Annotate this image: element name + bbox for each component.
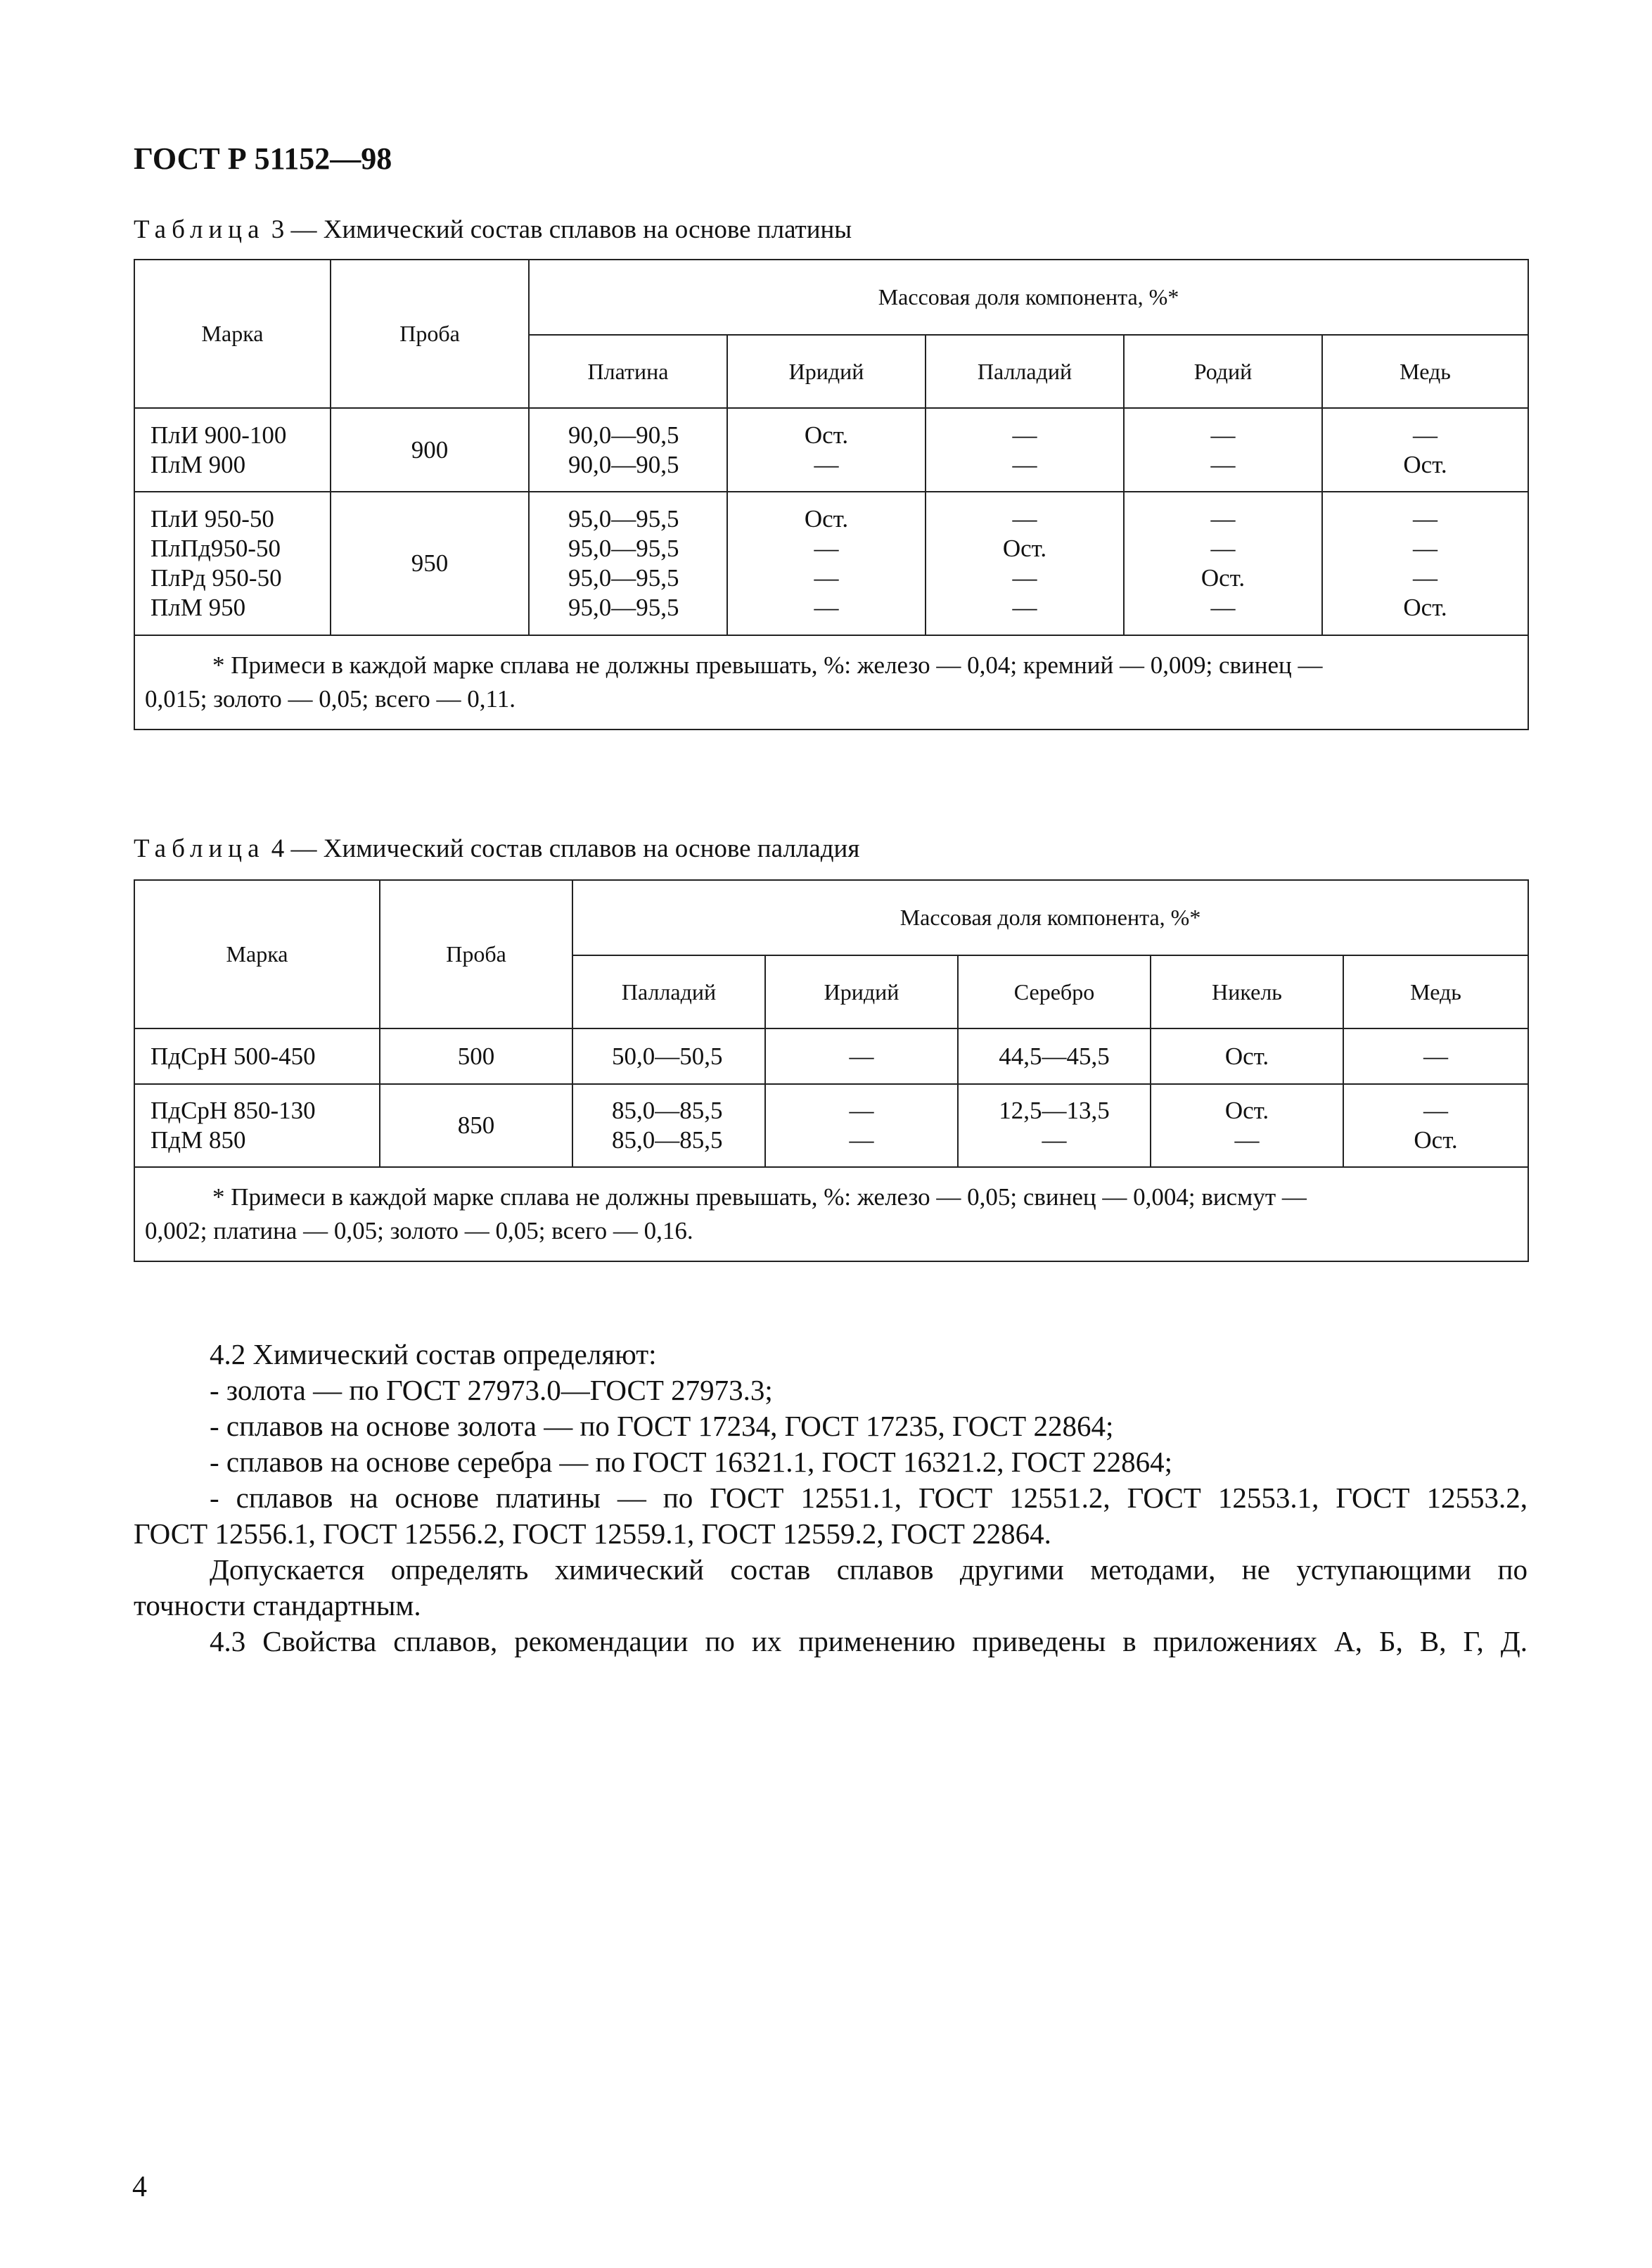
- table4-iridium: [765, 1084, 958, 1167]
- list-item: - сплавов на основе золота — по ГОСТ 17234, ГОСТ 17235, ГОСТ 22864;: [210, 1410, 1114, 1442]
- table-row: [134, 1028, 1528, 1084]
- table-cell: Ост.: [1224, 1097, 1269, 1124]
- table-cell: 44,5—45,5: [958, 1028, 1151, 1084]
- table3-proba: 950: [331, 492, 529, 635]
- table-cell: 85,0—85,5: [612, 1126, 723, 1154]
- table4-header-component: Серебро: [958, 955, 1151, 1028]
- table-cell: —: [849, 1097, 874, 1124]
- table-cell: —: [814, 535, 839, 562]
- table-cell: ПлИ 900-100: [151, 421, 287, 449]
- table-cell: —: [1210, 450, 1236, 478]
- table-cell: ПлМ 900: [151, 450, 246, 478]
- table-cell: 95,0—95,5: [568, 564, 679, 592]
- table-cell: Ост.: [804, 505, 849, 533]
- table-cell: —: [1413, 505, 1438, 533]
- table4: [134, 879, 1529, 1262]
- table-cell: Ост.: [1002, 535, 1047, 562]
- table-cell: —: [1234, 1126, 1260, 1154]
- list-item: - сплавов на основе платины — по ГОСТ 12551.1, ГОСТ 12551.2, ГОСТ 12553.1, ГОСТ 12553.2,: [210, 1482, 1528, 1514]
- table3-header-mark: Марка: [134, 260, 331, 408]
- footnote-line: * Примеси в каждой марке сплава не должны превышать, %: железо — 0,04; кремний — 0,009; свинец —: [212, 651, 1323, 679]
- table3-palladium: [926, 408, 1124, 492]
- paragraph-allowed-line: точности стандартным.: [134, 1589, 421, 1622]
- footnote-line: 0,015; золото — 0,05; всего — 0,11.: [145, 685, 516, 713]
- table3-caption-text: 3 — Химический состав сплавов на основе платины: [271, 215, 852, 244]
- table4-caption-label: Таблица: [134, 834, 265, 863]
- table-cell: 90,0—90,5: [568, 421, 679, 449]
- table-cell: —: [1012, 594, 1037, 621]
- table-cell: Ост.: [804, 421, 849, 449]
- table3-header-component: Родий: [1124, 335, 1322, 408]
- table4-proba: 850: [380, 1084, 572, 1167]
- table-cell: ПлИ 950-50: [151, 505, 274, 533]
- table4-caption-text: 4 — Химический состав сплавов на основе палладия: [271, 834, 860, 863]
- table4-header-proba: Проба: [380, 880, 572, 1028]
- table3-header-component: Платина: [529, 335, 727, 408]
- table-cell: ПлРд 950-50: [151, 564, 282, 592]
- table4-header-mass-fraction: Массовая доля компонента, %*: [572, 880, 1528, 955]
- table3-copper: [1322, 492, 1528, 635]
- table3-header-proba: Проба: [331, 260, 529, 408]
- table-cell: —: [1042, 1126, 1067, 1154]
- table3-copper: [1322, 408, 1528, 492]
- list-item: - сплавов на основе серебра — по ГОСТ 16321.1, ГОСТ 16321.2, ГОСТ 22864;: [210, 1446, 1173, 1478]
- table4-proba: 500: [380, 1028, 572, 1084]
- table-cell: —: [814, 594, 839, 621]
- table3-header-mass-fraction: Массовая доля компонента, %*: [529, 260, 1528, 335]
- table4-copper: [1343, 1084, 1528, 1167]
- table-row: [134, 492, 1528, 635]
- section-4-2-continued: [134, 1480, 1528, 1659]
- section-4-3: 4.3 Свойства сплавов, рекомендации по их применению приведены в приложениях А, Б, В, Г, Д.: [210, 1625, 1528, 1657]
- table3: [134, 259, 1529, 730]
- table3-rhodium: [1124, 492, 1322, 635]
- table-cell: 85,0—85,5: [612, 1097, 723, 1124]
- list-item-continued: ГОСТ 12556.1, ГОСТ 12556.2, ГОСТ 12559.1, ГОСТ 12559.2, ГОСТ 22864.: [134, 1517, 1051, 1550]
- table-cell: 50,0—50,5: [572, 1028, 765, 1084]
- list-item: - золота — по ГОСТ 27973.0—ГОСТ 27973.3;: [210, 1374, 773, 1406]
- table4-nickel: [1151, 1084, 1343, 1167]
- table4-marks: [134, 1084, 380, 1167]
- document-code: ГОСТ Р 51152—98: [134, 141, 392, 176]
- table-cell: —: [1210, 505, 1236, 533]
- table3-header-component: Медь: [1322, 335, 1528, 408]
- table4-footnote: [134, 1167, 1528, 1261]
- table3-header-component: Иридий: [727, 335, 926, 408]
- table3-platinum: [529, 492, 727, 635]
- table-cell: ПдСрН 850-130: [151, 1097, 316, 1124]
- table3-iridium: [727, 408, 926, 492]
- table4-palladium: [572, 1084, 765, 1167]
- table4-silver: [958, 1084, 1151, 1167]
- table3-caption: [134, 215, 852, 245]
- table3-caption-label: Таблица: [134, 215, 265, 244]
- table-cell: —: [1413, 421, 1438, 449]
- table3-platinum: [529, 408, 727, 492]
- table3-palladium: [926, 492, 1124, 635]
- table-cell: —: [1210, 535, 1236, 562]
- table4-header-component: Медь: [1343, 955, 1528, 1028]
- table3-iridium: [727, 492, 926, 635]
- table-cell: —: [849, 1126, 874, 1154]
- table-cell: ПлМ 950: [151, 594, 246, 621]
- table4-header-component: Никель: [1151, 955, 1343, 1028]
- table3-header-component: Палладий: [926, 335, 1124, 408]
- table-cell: 12,5—13,5: [999, 1097, 1110, 1124]
- table-cell: —: [814, 564, 839, 592]
- table-cell: —: [1343, 1028, 1528, 1084]
- table3-footnote: [134, 635, 1528, 730]
- table4-header-component: Иридий: [765, 955, 958, 1028]
- table-cell: 95,0—95,5: [568, 505, 679, 533]
- table3-proba: 900: [331, 408, 529, 492]
- footnote-line: * Примеси в каждой марке сплава не должны превышать, %: железо — 0,05; свинец — 0,004; висмут —: [212, 1183, 1307, 1211]
- table4-header-mark: Марка: [134, 880, 380, 1028]
- table-cell: Ост.: [1200, 564, 1246, 592]
- table-cell: —: [1413, 535, 1438, 562]
- table-cell: 95,0—95,5: [568, 535, 679, 562]
- table-cell: ПлПд950-50: [151, 535, 281, 562]
- table-cell: 90,0—90,5: [568, 450, 679, 478]
- table-cell: Ост.: [1403, 450, 1447, 478]
- table4-caption: [134, 834, 859, 864]
- table-cell: —: [1210, 421, 1236, 449]
- paragraph-allowed-line: Допускается определять химический состав сплавов другими методами, не уступающими по: [210, 1553, 1528, 1586]
- table3-marks: [134, 492, 331, 635]
- table-cell: ПдМ 850: [151, 1126, 246, 1154]
- table-cell: —: [1423, 1097, 1449, 1124]
- table-row: [134, 1084, 1528, 1167]
- table-cell: ПдСрН 500-450: [134, 1028, 380, 1084]
- section-4-2: [174, 1337, 1532, 1480]
- section-4-2-title: 4.2 Химический состав определяют:: [210, 1338, 657, 1370]
- table-cell: Ост.: [1414, 1126, 1458, 1154]
- page-number: 4: [132, 2171, 147, 2203]
- footnote-line: 0,002; платина — 0,05; золото — 0,05; всего — 0,16.: [145, 1217, 693, 1244]
- table-cell: —: [1413, 564, 1438, 592]
- table-cell: —: [1210, 594, 1236, 621]
- table-cell: —: [1012, 421, 1037, 449]
- table3-rhodium: [1124, 408, 1322, 492]
- table-row: [134, 408, 1528, 492]
- table4-header-component: Палладий: [572, 955, 765, 1028]
- table-cell: —: [1012, 450, 1037, 478]
- table-cell: Ост.: [1151, 1028, 1343, 1084]
- table-cell: —: [1012, 505, 1037, 533]
- table-cell: Ост.: [1403, 594, 1447, 621]
- table-cell: —: [765, 1028, 958, 1084]
- table3-marks: [134, 408, 331, 492]
- table-cell: 95,0—95,5: [568, 594, 679, 621]
- table-cell: —: [1012, 564, 1037, 592]
- table-cell: —: [814, 450, 839, 478]
